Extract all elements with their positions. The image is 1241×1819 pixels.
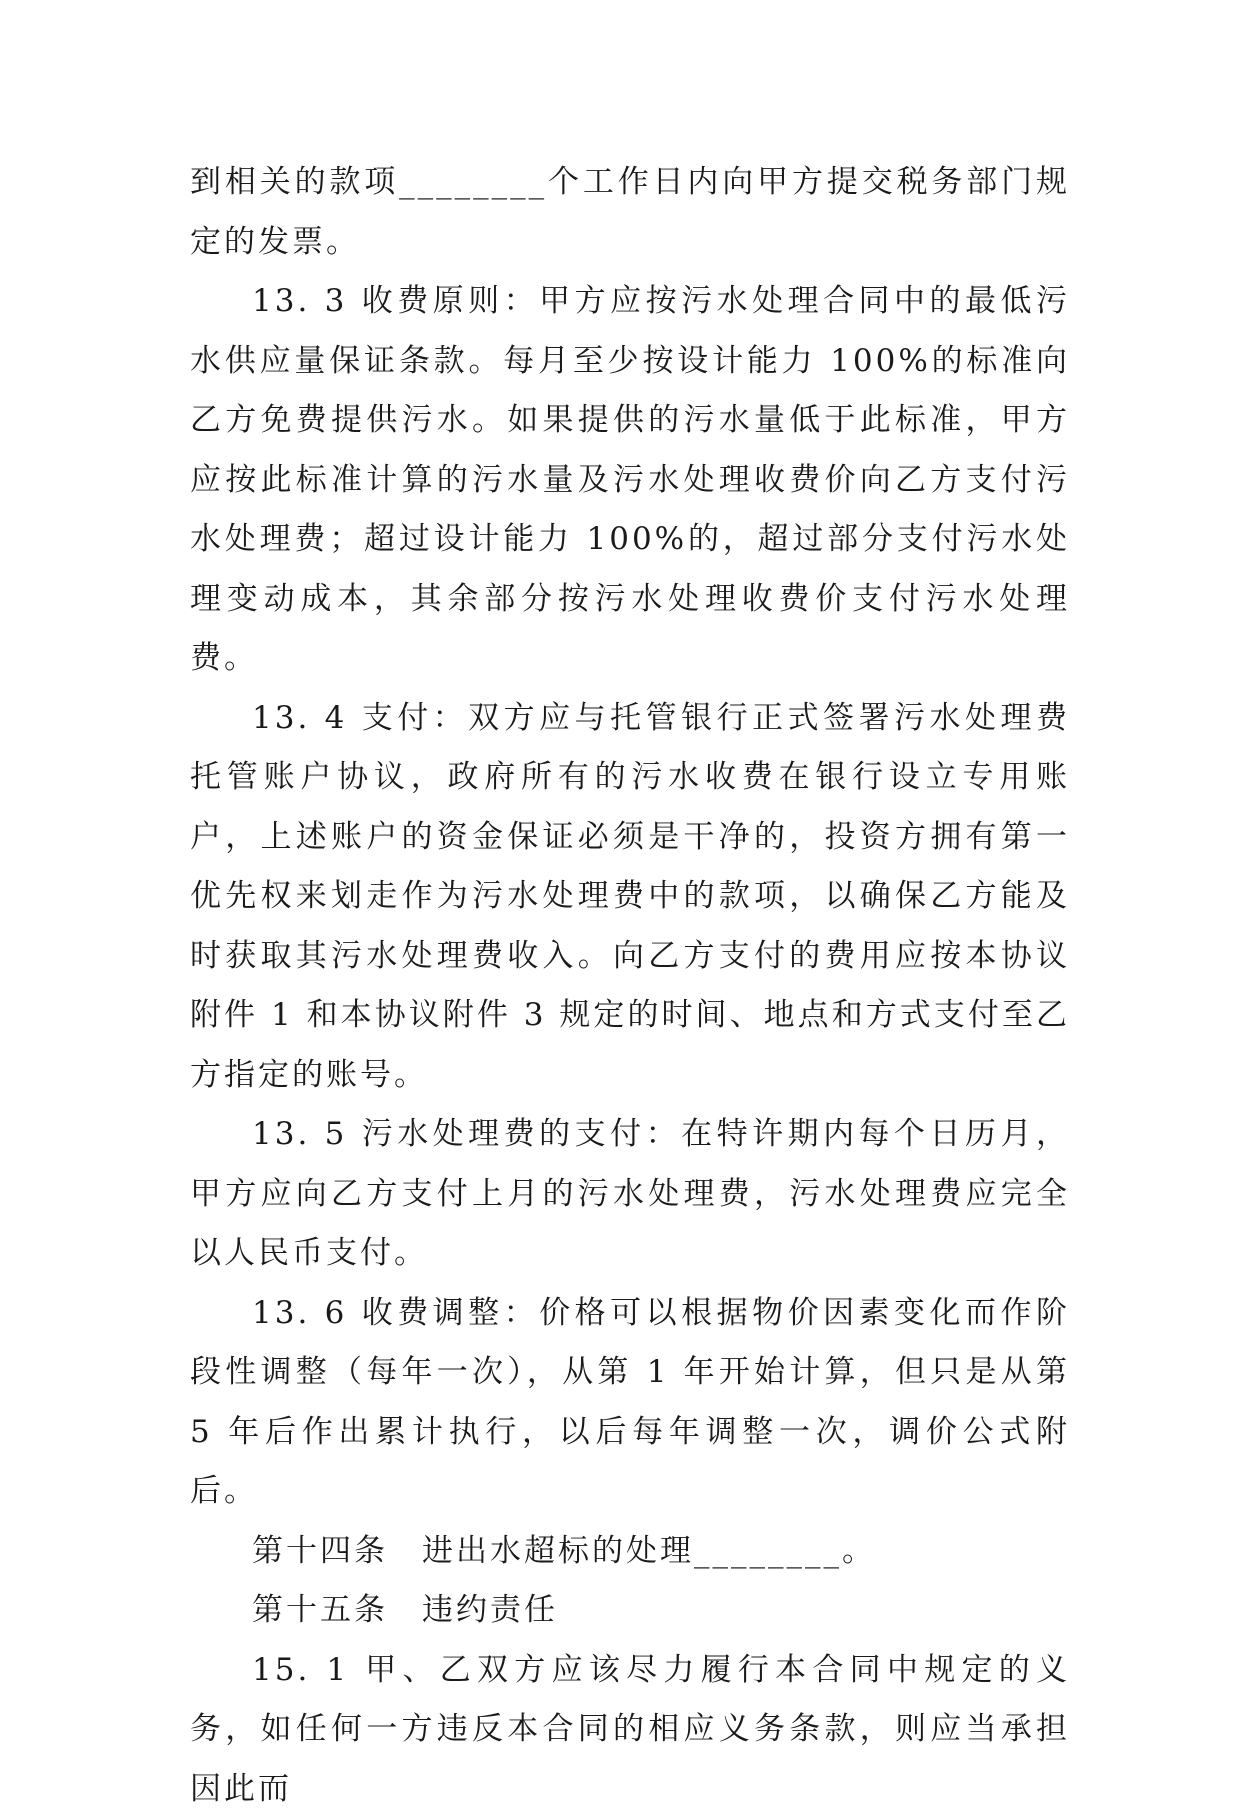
paragraph-15-1-obligations: 15. 1 甲、乙双方应该尽力履行本合同中规定的义务，如任何一方违反本合同的相应义务条款，则应当承担因此而 <box>190 1641 1070 1819</box>
paragraph-13-3-fee-principle: 13. 3 收费原则：甲方应按污水处理合同中的最低污水供应量保证条款。每月至少按设计能力 100%的标准向乙方免费提供污水。如果提供的污水量低于此标准，甲方应按此标准计算的污水量及污水处理收费价向乙方支付污水处理费；超过设计能力 100%的，超过部分支付污水处理变动成本，其余部分按污水处理收费价支付污水处理费。 <box>190 272 1070 689</box>
document-body <box>190 153 1070 1819</box>
paragraph-13-4-payment: 13. 4 支付：双方应与托管银行正式签署污水处理费托管账户协议，政府所有的污水收费在银行设立专用账户，上述账户的资金保证必须是干净的，投资方拥有第一优先权来划走作为污水处理费中的款项，以确保乙方能及时获取其污水处理费收入。向乙方支付的费用应按本协议附件 1 和本协议附件 3 规定的时间、地点和方式支付至乙方指定的账号。 <box>190 689 1070 1106</box>
paragraph-13-6-fee-adjustment: 13. 6 收费调整：价格可以根据物价因素变化而作阶段性调整（每年一次），从第 1 年开始计算，但只是从第 5 年后作出累计执行，以后每年调整一次，调价公式附后。 <box>190 1284 1070 1522</box>
heading-article-15: 第十五条 违约责任 <box>190 1581 1070 1641</box>
paragraph-13-5-fee-payment: 13. 5 污水处理费的支付：在特许期内每个日历月，甲方应向乙方支付上月的污水处理费，污水处理费应完全以人民币支付。 <box>190 1105 1070 1284</box>
paragraph-invoice-continuation: 到相关的款项________个工作日内向甲方提交税务部门规定的发票。 <box>190 153 1070 272</box>
heading-article-14: 第十四条 进出水超标的处理________。 <box>190 1522 1070 1582</box>
